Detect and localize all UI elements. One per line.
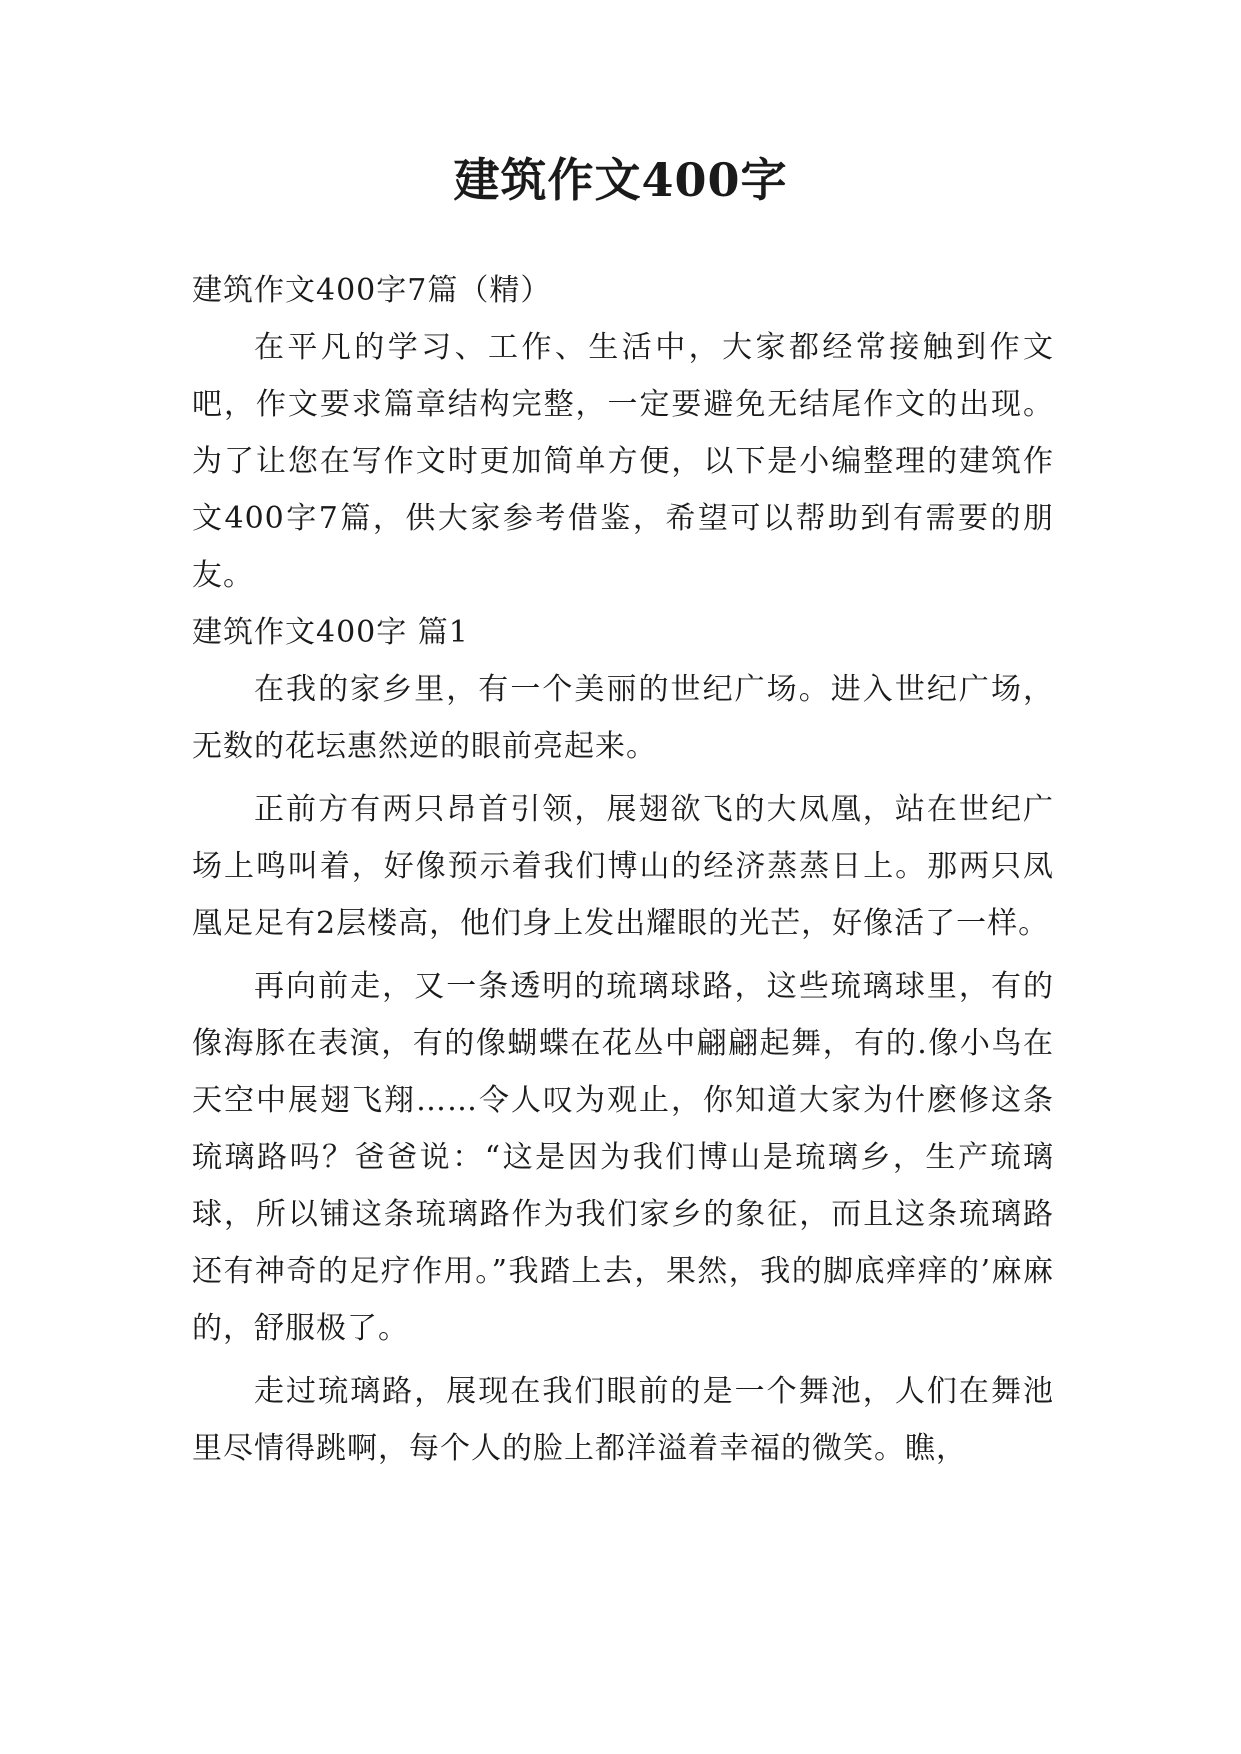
document-body <box>192 262 1054 1477</box>
body-paragraph: 在我的家乡里，有一个美丽的世纪广场。进入世纪广场，无数的花坛惠然逆的眼前亮起来。 <box>192 672 1054 764</box>
intro-paragraph: 在平凡的学习、工作、生活中，大家都经常接触到作文吧，作文要求篇章结构完整，一定要避免无结尾作文的出现。为了让您在写作文时更加简单方便，以下是小编整理的建筑作文400字7篇，供大家参考借鉴，希望可以帮助到有需要的朋友。 <box>192 330 1054 593</box>
document-title: 建筑作文400字 <box>453 153 788 207</box>
section-heading: 建筑作文400字 篇1 <box>192 615 469 650</box>
body-paragraph: 正前方有两只昂首引领，展翅欲飞的大凤凰，站在世纪广场上鸣叫着，好像预示着我们博山的经济蒸蒸日上。那两只凤凰足足有2层楼高，他们身上发出耀眼的光芒，好像活了一样。 <box>192 792 1054 941</box>
body-paragraph: 走过琉璃路，展现在我们眼前的是一个舞池，人们在舞池里尽情得跳啊，每个人的脸上都洋溢着幸福的微笑。瞧， <box>192 1374 1054 1466</box>
document-subtitle: 建筑作文400字7篇（精） <box>192 273 552 308</box>
body-paragraph: 再向前走，又一条透明的琉璃球路，这些琉璃球里，有的像海豚在表演，有的像蝴蝶在花丛中翩翩起舞，有的.像小鸟在天空中展翅飞翔……令人叹为观止，你知道大家为什麽修这条琉璃路吗？爸爸说：“这是因为我们博山是琉璃乡，生产琉璃球，所以铺这条琉璃路作为我们家乡的象征，而且这条琉璃路还有神奇的足疗作用。”我踏上去，果然，我的脚底痒痒的’麻麻的，舒服极了。 <box>192 969 1054 1346</box>
